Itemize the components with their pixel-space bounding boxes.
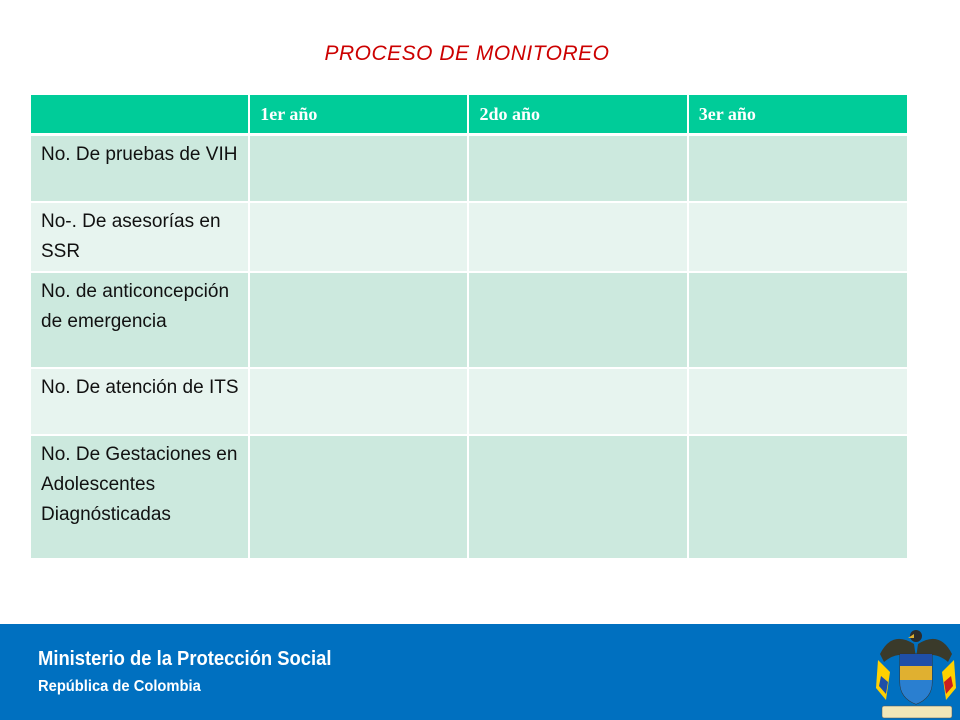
- table-header-row: [31, 95, 907, 135]
- coat-of-arms-icon: [872, 624, 960, 720]
- table-cell: [688, 135, 907, 202]
- table-cell: [468, 272, 687, 368]
- table-cell: [249, 135, 468, 202]
- table-cell: [468, 435, 687, 559]
- table-cell: [249, 368, 468, 435]
- monitoring-table: [31, 95, 907, 560]
- header-cell-year-3: 3er año: [688, 95, 907, 135]
- table-cell: [688, 202, 907, 272]
- slide-title: PROCESO DE MONITOREO: [324, 42, 610, 65]
- header-cell-year-2: 2do año: [468, 95, 687, 135]
- header-cell-empty: [31, 95, 249, 135]
- table-cell: [468, 202, 687, 272]
- table-cell: [249, 202, 468, 272]
- table-row: [31, 435, 907, 559]
- row-label: No-. De asesorías en SSR: [31, 202, 249, 272]
- table-cell: [688, 272, 907, 368]
- table-cell: [249, 435, 468, 559]
- country-name: República de Colombia: [38, 678, 201, 695]
- ministry-name: Ministerio de la Protección Social: [38, 648, 332, 670]
- table-cell: [468, 368, 687, 435]
- table-cell: [688, 435, 907, 559]
- footer-bar: [0, 624, 960, 720]
- table-row: [31, 368, 907, 435]
- row-label: No. De atención de ITS: [31, 368, 249, 435]
- table-cell: [688, 368, 907, 435]
- table-cell: [249, 272, 468, 368]
- header-cell-year-1: 1er año: [249, 95, 468, 135]
- table-row: [31, 135, 907, 202]
- row-label: No. De Gestaciones en Adolescentes Diagnósticadas: [31, 435, 249, 559]
- row-label: No. De pruebas de VIH: [31, 135, 249, 202]
- table-cell: [468, 135, 687, 202]
- row-label: No. de anticoncepción de emergencia: [31, 272, 249, 368]
- table-row: [31, 202, 907, 272]
- table-row: [31, 272, 907, 368]
